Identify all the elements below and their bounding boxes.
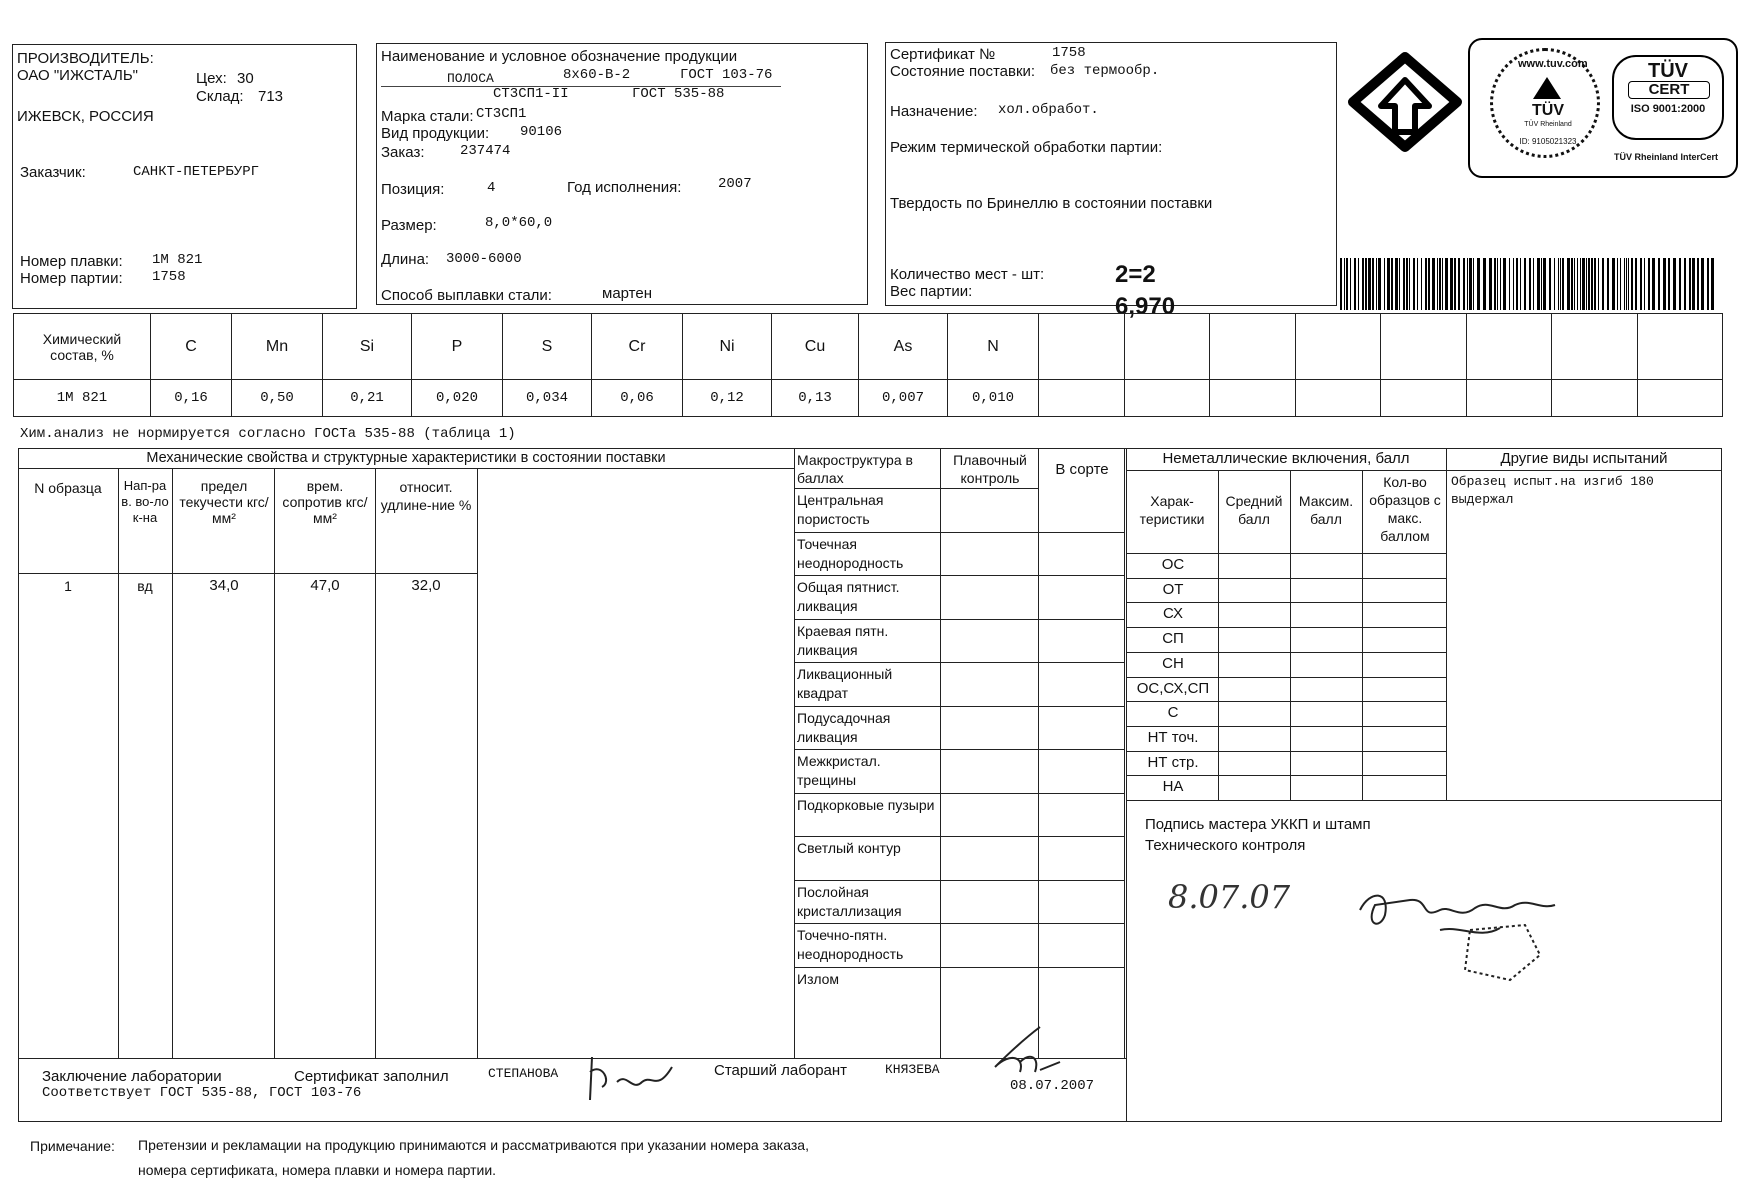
barcode-bar <box>1692 258 1695 310</box>
weight-value: 6,970 <box>1115 293 1176 320</box>
barcode-bar <box>1344 258 1345 310</box>
chem-val-9: 0,010 <box>948 380 1039 417</box>
macro-row-label: Краевая пятн. ликвация <box>797 622 889 658</box>
macro-row-label: Ликвационный квадрат <box>797 666 893 701</box>
chem-empty <box>1637 314 1723 380</box>
incl-row-line <box>1126 726 1446 727</box>
macro-row-line <box>794 749 1124 750</box>
barcode-bar <box>1437 258 1438 310</box>
incl-row-line <box>1126 602 1446 603</box>
footer-date: 08.07.2007 <box>1010 1078 1095 1094</box>
chem-empty <box>1039 314 1125 380</box>
barcode-bar <box>1635 258 1637 310</box>
incl-row-label: ОТ <box>1162 580 1184 598</box>
mech-col-line <box>172 468 173 1058</box>
barcode-bar <box>1425 258 1427 310</box>
barcode-bar <box>1673 258 1676 310</box>
incl-row-line <box>1126 578 1446 579</box>
barcode-bar <box>1580 258 1581 310</box>
barcode-bar <box>1567 258 1570 310</box>
incl-row-label: НТ точ. <box>1147 728 1199 746</box>
incl-row-line <box>1126 677 1446 678</box>
chem-el-2: Si <box>323 314 412 380</box>
barcode-bar <box>1588 258 1590 310</box>
barcode-bar <box>1358 258 1359 310</box>
chem-val-6: 0,12 <box>683 380 772 417</box>
heat-treat-label: Режим термической обработки партии: <box>890 139 1163 156</box>
incl-title: Неметаллические включения, балл <box>1162 450 1410 467</box>
mech-col-elong: относит. удлине-ние % <box>380 479 472 513</box>
incl-col-char: Харак-теристики <box>1139 493 1205 527</box>
product-dims: 8х60-В-2 <box>563 67 631 83</box>
incl-row-line <box>1126 751 1446 752</box>
mech-head-line <box>18 573 477 574</box>
barcode-bar <box>1624 258 1625 310</box>
incl-left-line <box>1126 448 1127 1122</box>
barcode-bar <box>1520 258 1521 310</box>
barcode-bar <box>1494 258 1496 310</box>
barcode-bar <box>1365 258 1367 310</box>
stamp-caption-1: Подпись мастера УККП и штамп <box>1145 816 1371 833</box>
stamp-caption-2: Технического контроля <box>1145 837 1306 854</box>
barcode-bar <box>1442 258 1443 310</box>
incl-row-line <box>1126 775 1446 776</box>
chem-header: Химический состав, % <box>14 314 151 380</box>
year-value: 2007 <box>718 176 752 192</box>
macro-row-line <box>794 662 1124 663</box>
chem-el-8: As <box>859 314 948 380</box>
chem-empty <box>1466 380 1552 417</box>
barcode-bar <box>1391 258 1393 310</box>
barcode-bar <box>1679 258 1681 310</box>
incl-col-max: Максим. балл <box>1298 493 1354 527</box>
mech-row-elong: 32,0 <box>411 577 441 594</box>
mech-col-n: N образца <box>34 480 102 496</box>
barcode-bar <box>1612 258 1615 310</box>
chem-val-4: 0,034 <box>503 380 592 417</box>
tuv-cert-badge <box>1612 55 1724 140</box>
hardness-label: Твердость по Бринеллю в состоянии поставки <box>890 195 1213 212</box>
incl-row-label: СХ <box>1163 605 1183 623</box>
chem-val-7: 0,13 <box>772 380 859 417</box>
barcode-bar <box>1354 258 1356 310</box>
barcode-bar <box>1684 258 1686 310</box>
barcode-bar <box>1524 258 1526 310</box>
note-line-1: Претензии и рекламации на продукцию принимаются и рассматриваются при указании номера заказа, <box>138 1137 809 1153</box>
chem-el-9: N <box>948 314 1039 380</box>
cert-num-label: Сертификат № <box>890 46 996 63</box>
chem-empty <box>1210 380 1296 417</box>
purpose-value: хол.обработ. <box>998 102 1099 118</box>
manufacturer-label: ПРОИЗВОДИТЕЛЬ: <box>17 50 154 67</box>
note-label: Примечание: <box>30 1138 115 1154</box>
purpose-label: Назначение: <box>890 103 978 120</box>
position-value: 4 <box>487 180 496 196</box>
barcode-bar <box>1707 258 1709 310</box>
barcode-bar <box>1626 258 1627 310</box>
chem-el-7: Cu <box>772 314 859 380</box>
mech-row-yield: 34,0 <box>209 577 239 594</box>
steel-value: СТ3СП1 <box>476 106 527 122</box>
macro-melt-control: Плавочный контроль <box>953 452 1027 486</box>
rheinland-text: TÜV Rheinland InterCert <box>1614 152 1719 162</box>
warehouse-label: Склад: <box>196 88 244 105</box>
barcode-bar <box>1644 258 1645 310</box>
macro-row-line <box>794 836 1124 837</box>
cert-top: TÜV <box>1648 60 1688 82</box>
barcode-bar <box>1454 258 1456 310</box>
warehouse-value: 713 <box>258 88 284 105</box>
barcode-bar <box>1469 258 1472 310</box>
tuv-id: ID: 9105021323 <box>1519 137 1577 146</box>
chem-val-5: 0,06 <box>592 380 683 417</box>
macro-row-label: Излом <box>797 970 840 987</box>
barcode-bar <box>1558 258 1559 310</box>
macro-row-label: Послойная кристаллизация <box>797 883 902 919</box>
macro-row-label: Общая пятнист. ликвация <box>797 579 900 614</box>
barcode-bar <box>1571 258 1573 310</box>
barcode-bar <box>1432 258 1435 310</box>
barcode-bar <box>1497 258 1498 310</box>
barcode-bar <box>1346 258 1348 310</box>
barcode-bar <box>1513 258 1514 310</box>
barcode-bar <box>1463 258 1465 310</box>
heat-value: 1M 821 <box>152 252 203 268</box>
mech-row-tensile: 47,0 <box>310 577 340 594</box>
macro-row-label: Точечная неоднородность <box>797 535 904 571</box>
mech-row-n: 1 <box>64 578 72 594</box>
macro-row-line <box>794 793 1124 794</box>
mech-col-line <box>375 468 376 1058</box>
chem-el-6: Ni <box>683 314 772 380</box>
barcode-bar <box>1594 258 1596 310</box>
barcode-bar <box>1529 258 1531 310</box>
mech-col-yield: предел текучести кгс/мм² <box>179 478 269 526</box>
barcode-bar <box>1689 258 1691 310</box>
barcode-bar <box>1368 258 1371 310</box>
barcode-bar <box>1711 258 1714 310</box>
mech-col-line <box>477 468 478 1058</box>
barcode-bar <box>1543 258 1546 310</box>
chem-val-8: 0,007 <box>859 380 948 417</box>
product-gost1: ГОСТ 103-76 <box>680 67 773 83</box>
macro-row-label: Центральная пористость <box>797 492 884 527</box>
incl-divider <box>1446 448 1447 800</box>
year-label: Год исполнения: <box>567 179 682 196</box>
steel-label: Марка стали: <box>381 108 474 125</box>
macro-row-label: Светлый контур <box>797 840 901 856</box>
barcode-bar <box>1598 258 1599 310</box>
barcode-bar <box>1562 258 1564 310</box>
barcode-bar <box>1582 258 1585 310</box>
mech-col-line <box>118 468 119 1058</box>
chem-empty <box>1381 380 1467 417</box>
barcode-bar <box>1421 258 1422 310</box>
batch-label: Номер партии: <box>20 270 123 287</box>
barcode-bar <box>1549 258 1551 310</box>
barcode-bar <box>1467 258 1468 310</box>
incl-row-label: ОС <box>1161 556 1185 573</box>
chem-heat: 1M 821 <box>14 380 151 417</box>
incl-row-label: НА <box>1162 778 1184 796</box>
barcode-bar <box>1500 258 1501 310</box>
melt-label: Способ выплавки стали: <box>381 287 552 304</box>
barcode-bar <box>1509 258 1510 310</box>
delivery-value: без термообр. <box>1050 63 1160 79</box>
barcode-bar <box>1387 258 1390 310</box>
barcode <box>1340 258 1718 310</box>
barcode-bar <box>1450 258 1453 310</box>
barcode-bar <box>1537 258 1540 310</box>
chem-empty <box>1637 380 1723 417</box>
chem-empty <box>1210 314 1296 380</box>
macro-head-line <box>794 488 1038 489</box>
barcode-bar <box>1620 258 1621 310</box>
chem-el-1: Mn <box>232 314 323 380</box>
incl-head-line <box>1126 553 1446 554</box>
senior-label: Старший лаборант <box>714 1062 848 1079</box>
barcode-bar <box>1640 258 1642 310</box>
chem-empty <box>1552 314 1638 380</box>
chem-empty <box>1295 380 1381 417</box>
tuv-subtext: TÜV Rheinland <box>1524 121 1572 128</box>
macro-row-line <box>794 923 1124 924</box>
product-gost2: ГОСТ 535-88 <box>632 86 725 102</box>
chem-val-2: 0,21 <box>323 380 412 417</box>
barcode-bar <box>1417 258 1418 310</box>
mech-col-line <box>274 468 275 1058</box>
size-label: Размер: <box>381 217 437 234</box>
other-text-1: Образец испыт.на изгиб 180 <box>1451 474 1654 489</box>
customer-value: САНКТ-ПЕТЕРБУРГ <box>133 164 260 180</box>
chem-val-0: 0,16 <box>151 380 232 417</box>
position-label: Позиция: <box>381 181 445 198</box>
length-value: 3000-6000 <box>446 251 522 267</box>
barcode-bar <box>1399 258 1400 310</box>
recycle-arrow-logo <box>1345 52 1465 152</box>
incl-row-line <box>1126 627 1446 628</box>
barcode-bar <box>1376 258 1377 310</box>
places-value: 2=2 <box>1115 261 1156 288</box>
barcode-bar <box>1428 258 1430 310</box>
tuv-text: TÜV <box>1532 102 1564 119</box>
product-underline <box>381 86 781 87</box>
incl-title-line <box>1126 470 1722 471</box>
incl-row-label: ОС,СХ,СП <box>1136 679 1210 697</box>
mech-title: Механические свойства и структурные характеристики в состоянии поставки <box>146 450 666 466</box>
cert-num: 1758 <box>1052 45 1086 61</box>
barcode-bar <box>1384 258 1385 310</box>
barcode-bar <box>1652 258 1655 310</box>
batch-value: 1758 <box>152 269 186 285</box>
barcode-bar <box>1617 258 1618 310</box>
filled-by: СТЕПАНОВА <box>488 1066 559 1081</box>
barcode-bar <box>1378 258 1381 310</box>
senior-name: КНЯЗЕВА <box>885 1062 940 1077</box>
chem-empty <box>1466 314 1552 380</box>
macro-row-line <box>794 532 1124 533</box>
chem-el-3: P <box>412 314 503 380</box>
incl-row-line <box>1126 701 1446 702</box>
barcode-bar <box>1586 258 1587 310</box>
barcode-bar <box>1473 258 1474 310</box>
manufacturer-company: ОАО "ИЖСТАЛЬ" <box>17 67 138 84</box>
incl-col-avg: Средний балл <box>1225 493 1283 527</box>
barcode-bar <box>1372 258 1374 310</box>
mech-col-dir: Нап-рав. во-лок-на <box>121 478 169 525</box>
barcode-bar <box>1409 258 1410 310</box>
mech-row-dir: вд <box>137 578 153 594</box>
barcode-bar <box>1516 258 1518 310</box>
cert-iso: ISO 9001:2000 <box>1630 103 1706 115</box>
size-value: 8,0*60,0 <box>485 215 553 231</box>
filled-label: Сертификат заполнил <box>294 1068 449 1085</box>
barcode-bar <box>1574 258 1575 310</box>
delivery-label: Состояние поставки: <box>890 63 1036 80</box>
weight-label: Вес партии: <box>890 283 973 300</box>
order-value: 237474 <box>460 143 511 159</box>
barcode-bar <box>1395 258 1398 310</box>
heat-label: Номер плавки: <box>20 253 123 270</box>
mech-title-line <box>18 468 794 469</box>
incl-col-count: Кол-во образцов с макс. баллом <box>1369 474 1441 544</box>
macro-row-label: Подусадочная ликвация <box>797 709 891 745</box>
barcode-bar <box>1668 258 1670 310</box>
chem-note: Хим.анализ не нормируется согласно ГОСТа 535-88 (таблица 1) <box>20 426 516 442</box>
barcode-bar <box>1413 258 1415 310</box>
chem-el-4: S <box>503 314 592 380</box>
macro-section <box>794 448 1126 1058</box>
macro-row-line <box>794 967 1124 968</box>
customer-label: Заказчик: <box>20 164 86 181</box>
barcode-bar <box>1658 258 1660 310</box>
macro-row-label: Точечно-пятн. неоднородность <box>797 927 904 962</box>
macro-title: Макроструктура в баллах <box>797 452 913 486</box>
chem-empty <box>1552 380 1638 417</box>
product-grade-line: СТ3СП1-II <box>493 86 569 102</box>
chem-val-3: 0,020 <box>412 380 503 417</box>
type-value: 90106 <box>520 124 563 140</box>
incl-row-label: С <box>1167 704 1179 722</box>
manufacturer-city: ИЖЕВСК, РОССИЯ <box>17 108 154 125</box>
tuv-url: www.tuv.com <box>1518 58 1588 70</box>
chem-empty <box>1295 314 1381 380</box>
note-line-2: номера сертификата, номера плавки и номера партии. <box>138 1162 497 1178</box>
chem-empty <box>1124 380 1210 417</box>
barcode-bar <box>1477 258 1480 310</box>
order-label: Заказ: <box>381 144 425 161</box>
barcode-bar <box>1483 258 1486 310</box>
stamp-date: 8.07.07 <box>1168 878 1291 916</box>
barcode-bar <box>1577 258 1578 310</box>
barcode-bar <box>1554 258 1555 310</box>
cert-word: CERT <box>1628 81 1710 99</box>
barcode-bar <box>1503 258 1506 310</box>
senior-signature <box>980 1022 1070 1082</box>
melt-value: мартен <box>602 285 652 302</box>
barcode-bar <box>1628 258 1629 310</box>
chem-val-1: 0,50 <box>232 380 323 417</box>
incl-row-label: СН <box>1162 654 1184 672</box>
barcode-bar <box>1340 258 1342 310</box>
barcode-bar <box>1458 258 1460 310</box>
barcode-bar <box>1591 258 1593 310</box>
macro-row-line <box>794 575 1124 576</box>
workshop-value: 30 <box>237 70 254 87</box>
other-title: Другие виды испытаний <box>1500 450 1668 467</box>
chem-empty <box>1124 314 1210 380</box>
barcode-bar <box>1602 258 1604 310</box>
chem-el-5: Cr <box>592 314 683 380</box>
filled-signature <box>582 1052 682 1107</box>
mech-bottom-line <box>18 1058 1126 1059</box>
barcode-bar <box>1701 258 1704 310</box>
incl-bottom-line <box>1126 800 1722 801</box>
chem-empty <box>1039 380 1125 417</box>
barcode-bar <box>1607 258 1609 310</box>
chem-el-0: C <box>151 314 232 380</box>
tuv-triangle-icon <box>1533 77 1561 99</box>
barcode-bar <box>1648 258 1650 310</box>
macro-in-grade: В сорте <box>1055 461 1109 478</box>
length-label: Длина: <box>381 251 430 268</box>
incl-row-line <box>1126 652 1446 653</box>
chem-table <box>13 313 1723 417</box>
product-name: ПОЛОСА <box>447 71 494 86</box>
lab-conclusion-label: Заключение лаборатории <box>42 1068 222 1085</box>
macro-row-label: Подкорковые пузыри <box>797 796 935 813</box>
barcode-bar <box>1403 258 1405 310</box>
macro-row-line <box>794 880 1124 881</box>
incl-row-label: СП <box>1162 630 1184 648</box>
barcode-bar <box>1541 258 1542 310</box>
macro-right-line <box>1124 448 1125 1058</box>
macro-row-line <box>794 706 1124 707</box>
barcode-bar <box>1489 258 1492 310</box>
incl-row-label: НТ стр. <box>1147 753 1199 771</box>
other-text-2: выдержал <box>1451 492 1514 507</box>
barcode-bar <box>1663 258 1666 310</box>
barcode-bar <box>1362 258 1364 310</box>
master-signature <box>1350 870 1580 990</box>
barcode-bar <box>1439 258 1441 310</box>
macro-row-line <box>794 619 1124 620</box>
lab-conclusion: Соответствует ГОСТ 535-88, ГОСТ 103-76 <box>42 1085 362 1101</box>
barcode-bar <box>1350 258 1351 310</box>
barcode-bar <box>1445 258 1448 310</box>
workshop-label: Цех: <box>196 70 227 87</box>
type-label: Вид продукции: <box>381 125 490 142</box>
mech-col-tensile: врем. сопротив кгс/мм² <box>282 478 368 526</box>
places-label: Количество мест - шт: <box>890 266 1045 283</box>
product-title: Наименование и условное обозначение продукции <box>381 48 738 65</box>
chem-empty <box>1381 314 1467 380</box>
barcode-bar <box>1406 258 1408 310</box>
barcode-bar <box>1560 258 1561 310</box>
barcode-bar <box>1533 258 1534 310</box>
barcode-bar <box>1697 258 1699 310</box>
macro-row-label: Межкристал. трещины <box>797 753 881 788</box>
barcode-bar <box>1631 258 1633 310</box>
tuv-seal <box>1490 48 1600 158</box>
